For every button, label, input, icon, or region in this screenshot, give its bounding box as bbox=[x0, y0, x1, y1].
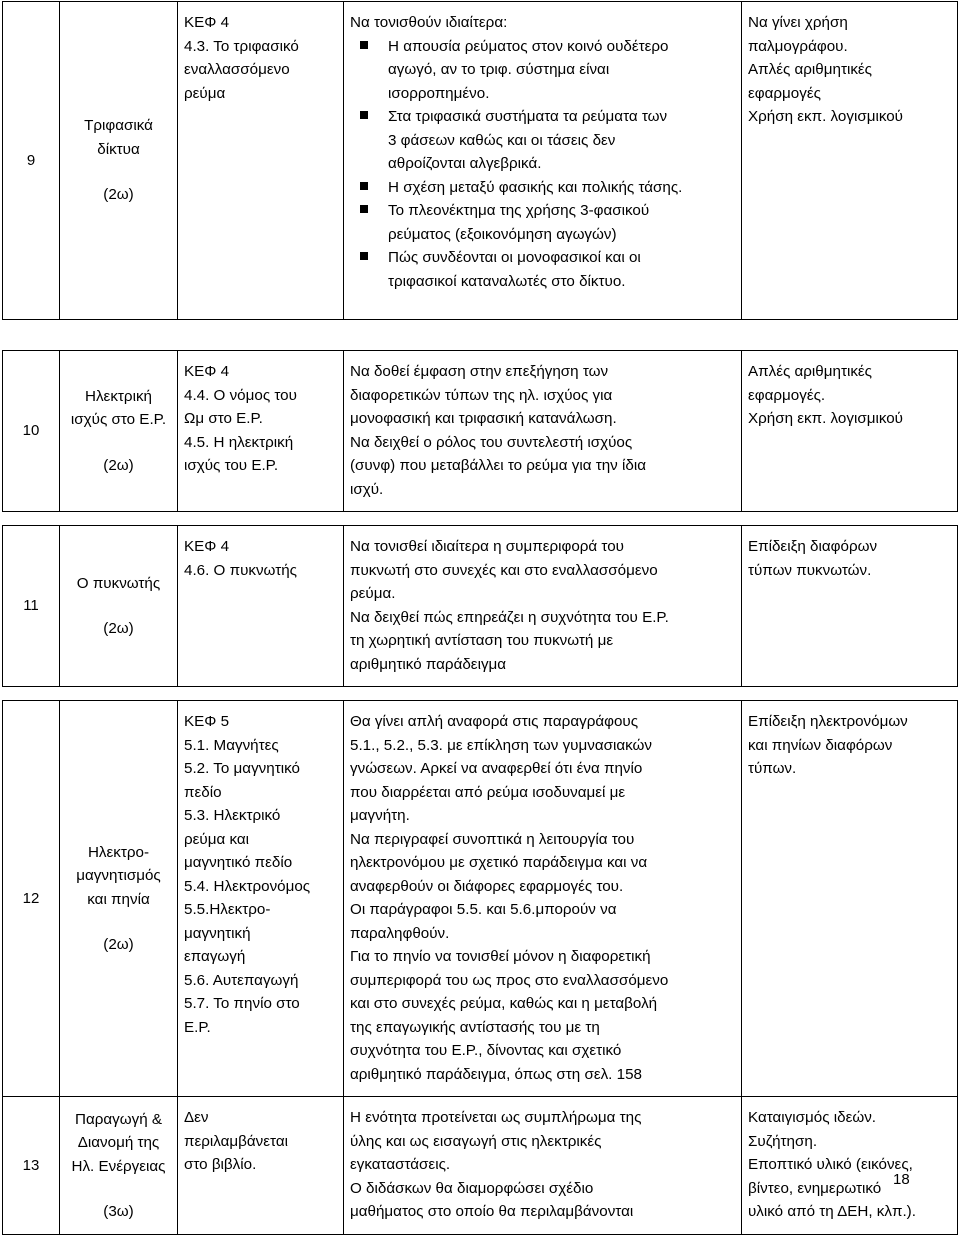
unit-title-line: Ο πυκνωτής bbox=[76, 574, 161, 592]
activities-line: εφαρμογές. bbox=[748, 386, 826, 404]
activities-cell bbox=[742, 526, 958, 687]
table-row bbox=[3, 351, 958, 512]
unit-title-line: Ηλεκτρική bbox=[85, 387, 152, 405]
section-line: 5.2. Το μαγνητικό bbox=[184, 760, 300, 777]
goals-line: Η ενότητα προτείνεται ως συμπλήρωμα της bbox=[350, 1109, 642, 1126]
goals-line: Να δειχθεί πώς επηρεάζει η συχνότητα του Ε.Ρ. bbox=[350, 608, 669, 626]
goals-line: μαγνήτη. bbox=[350, 807, 410, 824]
section-line: εναλλασσόμενο bbox=[184, 61, 290, 78]
activities-cell bbox=[742, 1097, 958, 1235]
goals-line: ηλεκτρονόμου με σχετικό παράδειγμα και να bbox=[350, 854, 648, 871]
goals-line: της επαγωγικής αντίστασής του με τη bbox=[350, 1018, 600, 1036]
goals-bullet-item bbox=[350, 199, 735, 246]
goals-line: αριθμητικό παράδειγμα bbox=[350, 655, 507, 673]
section-line: 4.3. Το τριφασικό bbox=[184, 37, 299, 55]
goals-line: Να δοθεί έμφαση στην επεξήγηση των bbox=[350, 363, 609, 380]
goals-bullet-item bbox=[350, 35, 735, 106]
unit-hours: (2ω) bbox=[103, 456, 134, 474]
goals-line: αγωγό, αν το τριφ. σύστημα είναι bbox=[388, 61, 610, 78]
goals-line: ισορροπημένο. bbox=[388, 84, 490, 102]
row-spacer bbox=[3, 512, 958, 526]
goals-line: πυκνωτή στο συνεχές και στο εναλλασσόμενο bbox=[350, 561, 658, 579]
goals-line: που διαρρέεται από ρεύμα ισοδυναμεί με bbox=[350, 783, 626, 801]
goals-cell bbox=[344, 2, 742, 320]
unit-title-line: Ηλ. Ενέργειας bbox=[71, 1157, 166, 1175]
unit-title-cell bbox=[60, 526, 178, 687]
section-line: 4.5. Η ηλεκτρική bbox=[184, 433, 294, 451]
goals-bullet-item bbox=[350, 176, 735, 200]
goals-line: εγκαταστάσεις. bbox=[350, 1156, 451, 1173]
section-line: 5.1. Μαγνήτες bbox=[184, 736, 279, 754]
section-line: 5.7. Το πηνίο στο bbox=[184, 995, 300, 1012]
row-number: 13 bbox=[3, 1097, 60, 1235]
goals-line: Η σχέση μεταξύ φασικής και πολικής τάσης. bbox=[388, 178, 683, 196]
unit-title-line: Παραγωγή & bbox=[74, 1110, 162, 1128]
goals-line: Να περιγραφεί συνοπτικά η λειτουργία του bbox=[350, 830, 635, 848]
goals-line: και στο συνεχές ρεύμα, καθώς και η μεταβολή bbox=[350, 995, 658, 1012]
row-spacer bbox=[3, 320, 958, 351]
unit-title-cell bbox=[60, 351, 178, 512]
goals-line: γνώσεων. Αρκεί να αναφερθεί ότι ένα πηνίο bbox=[350, 760, 643, 777]
goals-line: Η απουσία ρεύματος στον κοινό ουδέτερο bbox=[388, 37, 669, 55]
activities-line: τύπων. bbox=[748, 760, 797, 777]
activities-line: Εποπτικό υλικό (εικόνες, bbox=[748, 1156, 913, 1173]
goals-line: συμπεριφορά του ως προς στο εναλλασσόμενο bbox=[350, 971, 669, 989]
table-row bbox=[3, 2, 958, 320]
goals-line: Το πλεονέκτημα της χρήσης 3-φασικού bbox=[388, 202, 650, 219]
unit-title-line: μαγνητισμός bbox=[76, 867, 161, 884]
goals-cell bbox=[344, 1097, 742, 1235]
section-line: Ωμ στο Ε.Ρ. bbox=[184, 410, 263, 427]
goals-line: ρεύματος (εξοικονόμηση αγωγών) bbox=[388, 225, 617, 243]
goals-line: αριθμητικό παράδειγμα, όπως στη σελ. 158 bbox=[350, 1065, 642, 1083]
goals-line: Πώς συνδέονται οι μονοφασικοί και οι bbox=[388, 249, 641, 266]
section-line: μαγνητική bbox=[184, 924, 251, 942]
goals-line: τη χωρητική αντίσταση του πυκνωτή με bbox=[350, 632, 614, 649]
unit-hours: (2ω) bbox=[103, 186, 134, 204]
activities-cell bbox=[742, 351, 958, 512]
activities-line: Χρήση εκπ. λογισμικού bbox=[748, 410, 903, 427]
activities-line: Απλές αριθμητικές bbox=[748, 363, 873, 380]
goals-bullet-list bbox=[350, 35, 735, 294]
goals-line: Να τονισθεί ιδιαίτερα η συμπεριφορά του bbox=[350, 538, 624, 555]
goals-line: ισχύ. bbox=[350, 480, 384, 498]
unit-title-cell bbox=[60, 1097, 178, 1235]
goals-line: διαφορετικών τύπων της ηλ. ισχύος για bbox=[350, 386, 613, 404]
section-line: στο βιβλίο. bbox=[184, 1156, 257, 1173]
unit-hours: (2ω) bbox=[103, 936, 134, 953]
section-cell bbox=[178, 701, 344, 1097]
row-number: 9 bbox=[3, 2, 60, 320]
section-line: 4.6. Ο πυκνωτής bbox=[184, 561, 297, 579]
goals-line: Ο διδάσκων θα διαμορφώσει σχέδιο bbox=[350, 1179, 594, 1197]
section-cell bbox=[178, 1097, 344, 1235]
page-number: 18 bbox=[893, 1171, 910, 1188]
goals-bullet-item bbox=[350, 105, 735, 176]
goals-line: Για το πηνίο να τονισθεί μόνον η διαφορετική bbox=[350, 948, 651, 965]
goals-line: 5.1., 5.2., 5.3. με επίκληση των γυμνασιακών bbox=[350, 736, 652, 754]
section-line: 5.5.Ηλεκτρο- bbox=[184, 901, 271, 918]
goals-line: Οι παράγραφοι 5.5. και 5.6.μπορούν να bbox=[350, 901, 617, 918]
row-number: 10 bbox=[3, 351, 60, 512]
section-line: επαγωγή bbox=[184, 948, 246, 965]
goals-line: παραληφθούν. bbox=[350, 924, 450, 942]
goals-line: τριφασικοί καταναλωτές στο δίκτυο. bbox=[388, 272, 626, 290]
activities-line: Απλές αριθμητικές bbox=[748, 61, 873, 78]
section-cell bbox=[178, 2, 344, 320]
goals-line: (συνφ) που μεταβάλλει το ρεύμα για την ίδια bbox=[350, 457, 646, 474]
row-spacer bbox=[3, 687, 958, 701]
section-line: ΚΕΦ 5 bbox=[184, 713, 230, 730]
table-row bbox=[3, 701, 958, 1097]
table-row bbox=[3, 1097, 958, 1235]
goals-cell bbox=[344, 351, 742, 512]
activities-line: Συζήτηση. bbox=[748, 1132, 818, 1150]
unit-title-line: Τριφασικά bbox=[84, 117, 153, 135]
activities-line: Επίδειξη ηλεκτρονόμων bbox=[748, 713, 908, 730]
section-line: ρεύμα και bbox=[184, 830, 250, 848]
section-line: 5.4. Ηλεκτρονόμος bbox=[184, 877, 311, 895]
goals-line: Στα τριφασικά συστήματα τα ρεύματα των bbox=[388, 108, 668, 125]
syllabus-table bbox=[2, 1, 958, 1235]
section-line: ισχύς του Ε.Ρ. bbox=[184, 457, 279, 474]
section-line: μαγνητικό πεδίο bbox=[184, 854, 293, 871]
section-line: Ε.Ρ. bbox=[184, 1018, 211, 1036]
table-row bbox=[3, 526, 958, 687]
activities-line: Να γίνει χρήση bbox=[748, 14, 848, 31]
activities-cell bbox=[742, 701, 958, 1097]
goals-intro: Να τονισθούν ιδιαίτερα: bbox=[350, 14, 508, 31]
activities-line: Χρήση εκπ. λογισμικού bbox=[748, 108, 903, 125]
goals-line: αναφερθούν οι διάφορες εφαρμογές του. bbox=[350, 877, 624, 895]
activities-line: υλικό από τη ΔΕΗ, κλπ.). bbox=[748, 1203, 916, 1220]
goals-cell bbox=[344, 526, 742, 687]
goals-line: 3 φάσεων καθώς και οι τάσεις δεν bbox=[388, 131, 616, 149]
activities-cell bbox=[742, 2, 958, 320]
goals-line: Θα γίνει απλή αναφορά στις παραγράφους bbox=[350, 713, 639, 730]
section-line: 5.6. Αυτεπαγωγή bbox=[184, 971, 299, 989]
unit-title-cell bbox=[60, 701, 178, 1097]
unit-hours: (2ω) bbox=[103, 620, 134, 637]
unit-title-line: Διανομή της bbox=[77, 1134, 160, 1151]
section-line: 5.3. Ηλεκτρικό bbox=[184, 807, 281, 824]
activities-line: βίντεο, ενημερωτικό bbox=[748, 1179, 882, 1197]
goals-line: μονοφασική και τριφασική κατανάλωση. bbox=[350, 410, 617, 427]
unit-hours: (3ω) bbox=[103, 1203, 134, 1220]
goals-line: συχνότητα του Ε.Ρ., δίνοντας και σχετικό bbox=[350, 1042, 622, 1059]
section-line: ΚΕΦ 4 bbox=[184, 14, 230, 31]
activities-line: Επίδειξη διαφόρων bbox=[748, 538, 878, 555]
section-line: Δεν bbox=[184, 1109, 209, 1126]
unit-title-cell bbox=[60, 2, 178, 320]
goals-cell bbox=[344, 701, 742, 1097]
section-line: ΚΕΦ 4 bbox=[184, 538, 230, 555]
section-cell bbox=[178, 351, 344, 512]
section-line: ρεύμα bbox=[184, 84, 226, 102]
unit-title-line: δίκτυα bbox=[97, 140, 140, 158]
activities-line: εφαρμογές bbox=[748, 84, 821, 102]
unit-title-line: και πηνία bbox=[87, 890, 150, 908]
goals-line: ύλης και ως εισαγωγή στις ηλεκτρικές bbox=[350, 1132, 602, 1150]
section-line: περιλαμβάνεται bbox=[184, 1132, 288, 1150]
section-line: ΚΕΦ 4 bbox=[184, 363, 230, 380]
activities-line: και πηνίων διαφόρων bbox=[748, 736, 893, 754]
section-line: 4.4. Ο νόμος του bbox=[184, 386, 297, 404]
activities-line: παλμογράφου. bbox=[748, 37, 848, 55]
activities-line: Καταιγισμός ιδεών. bbox=[748, 1109, 877, 1126]
goals-line: ρεύμα. bbox=[350, 585, 396, 602]
row-number: 12 bbox=[3, 701, 60, 1097]
unit-title-line: Ηλεκτρο- bbox=[87, 843, 150, 861]
section-line: πεδίο bbox=[184, 783, 222, 801]
goals-bullet-item bbox=[350, 246, 735, 293]
section-cell bbox=[178, 526, 344, 687]
goals-line: Να δειχθεί ο ρόλος του συντελεστή ισχύος bbox=[350, 433, 633, 451]
unit-title-line: ισχύς στο Ε.Ρ. bbox=[70, 411, 167, 429]
goals-line: αθροίζονται αλγεβρικά. bbox=[388, 155, 542, 172]
activities-line: τύπων πυκνωτών. bbox=[748, 561, 872, 579]
row-number: 11 bbox=[3, 526, 60, 687]
goals-line: μαθήματος στο οποίο θα περιλαμβάνονται bbox=[350, 1203, 634, 1220]
